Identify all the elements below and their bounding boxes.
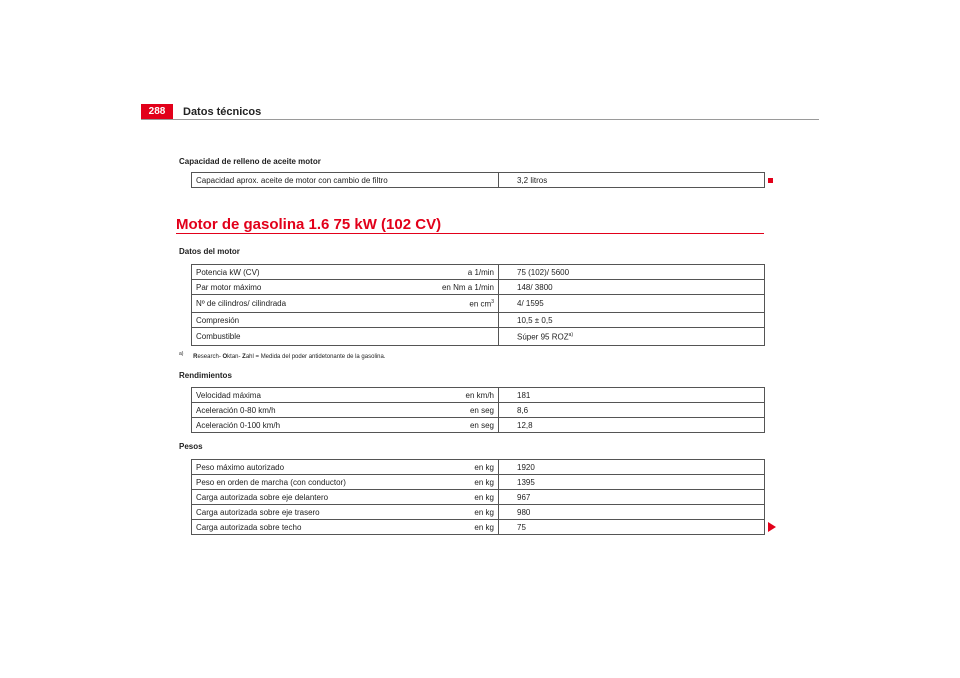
spec-label: Combustible — [192, 328, 427, 346]
section-end-marker — [768, 178, 773, 183]
header-divider — [141, 119, 819, 120]
spec-label: Carga autorizada sobre eje trasero — [192, 505, 427, 520]
engine-data-table — [191, 264, 765, 346]
spec-unit: en seg — [426, 403, 499, 418]
spec-unit: en kg — [426, 475, 499, 490]
footnote — [179, 351, 385, 360]
spec-unit: en kg — [426, 460, 499, 475]
spec-unit: en kg — [426, 505, 499, 520]
spec-label: Peso en orden de marcha (con conductor) — [192, 475, 427, 490]
table-row — [192, 313, 765, 328]
spec-label: Aceleración 0-80 km/h — [192, 403, 427, 418]
footnote-r: R — [193, 354, 198, 360]
engine-title: Motor de gasolina 1.6 75 kW (102 CV) — [176, 216, 442, 233]
spec-value: 4/ 1595 — [499, 295, 765, 313]
table-row — [192, 475, 765, 490]
spec-value: 75 — [499, 520, 765, 535]
spec-unit — [426, 328, 499, 346]
weights-heading: Pesos — [179, 442, 203, 451]
table-row — [192, 328, 765, 346]
footnote-o-rest: ktan- — [227, 354, 243, 360]
spec-unit: en kg — [426, 490, 499, 505]
spec-value: 10,5 ± 0,5 — [499, 313, 765, 328]
spec-unit: en Nm a 1/min — [426, 280, 499, 295]
spec-value: 967 — [499, 490, 765, 505]
footnote-z-rest: ahl = Medida del poder antidetonante de la gasolina. — [245, 354, 386, 360]
footnote-z: Z — [242, 354, 246, 360]
spec-value: 1920 — [499, 460, 765, 475]
spec-value — [499, 328, 765, 346]
value-text: Súper 95 ROZ — [517, 332, 569, 342]
spec-label: Compresión — [192, 313, 427, 328]
spec-unit — [426, 173, 499, 188]
oil-heading: Capacidad de relleno de aceite motor — [179, 157, 321, 166]
table-row — [192, 460, 765, 475]
spec-label: Nº de cilindros/ cilindrada — [192, 295, 427, 313]
spec-value: 980 — [499, 505, 765, 520]
table-row — [192, 520, 765, 535]
table-row — [192, 418, 765, 433]
spec-value: 181 — [499, 388, 765, 403]
weights-table — [191, 459, 765, 535]
spec-label: Par motor máximo — [192, 280, 427, 295]
performance-heading: Rendimientos — [179, 371, 232, 380]
footnote-marker: a) — [179, 351, 184, 357]
spec-value: 148/ 3800 — [499, 280, 765, 295]
footnote-ref: a) — [568, 331, 574, 338]
table-row — [192, 295, 765, 313]
footnote-r-rest: esearch- — [197, 354, 223, 360]
spec-unit: a 1/min — [426, 265, 499, 280]
continue-arrow-icon — [768, 522, 776, 532]
footnote-o: O — [222, 354, 228, 360]
table-row — [192, 265, 765, 280]
spec-unit: en km/h — [426, 388, 499, 403]
spec-label: Peso máximo autorizado — [192, 460, 427, 475]
spec-value: 3,2 litros — [499, 173, 765, 188]
table-row — [192, 403, 765, 418]
oil-table — [191, 172, 765, 188]
spec-label: Velocidad máxima — [192, 388, 427, 403]
engine-data-heading: Datos del motor — [179, 247, 240, 256]
unit-superscript: 3 — [491, 298, 494, 305]
spec-value: 8,6 — [499, 403, 765, 418]
spec-label: Carga autorizada sobre techo — [192, 520, 427, 535]
spec-label: Capacidad aprox. aceite de motor con cambio de filtro — [192, 173, 427, 188]
spec-label: Potencia kW (CV) — [192, 265, 427, 280]
page-number: 288 — [141, 104, 173, 120]
table-row — [192, 505, 765, 520]
spec-label: Carga autorizada sobre eje delantero — [192, 490, 427, 505]
spec-unit — [426, 313, 499, 328]
table-row — [192, 388, 765, 403]
spec-value: 12,8 — [499, 418, 765, 433]
table-row — [192, 173, 765, 188]
table-row — [192, 280, 765, 295]
spec-label: Aceleración 0-100 km/h — [192, 418, 427, 433]
spec-value: 75 (102)/ 5600 — [499, 265, 765, 280]
spec-unit: en seg — [426, 418, 499, 433]
spec-unit: en kg — [426, 520, 499, 535]
table-row — [192, 490, 765, 505]
unit-text: en cm — [469, 299, 492, 309]
spec-value: 1395 — [499, 475, 765, 490]
page-header-title: Datos técnicos — [183, 106, 262, 118]
performance-table — [191, 387, 765, 433]
spec-unit — [426, 295, 499, 313]
title-divider — [176, 233, 764, 234]
